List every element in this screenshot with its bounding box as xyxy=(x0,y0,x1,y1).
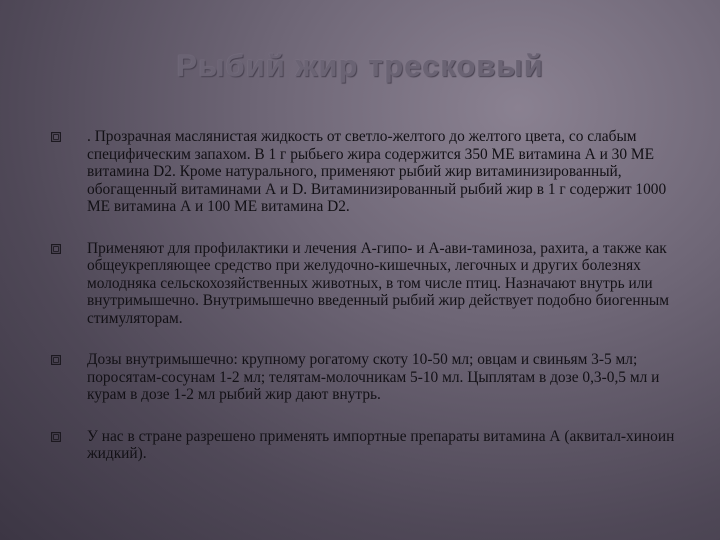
bullet-item xyxy=(50,240,690,328)
bullet-item xyxy=(50,351,690,404)
square-bullet-icon xyxy=(51,432,61,442)
bullet-text: У нас в стране разрешено применять импортные препараты витамина А (аквитал-хиноин жидкий). xyxy=(87,427,675,462)
square-bullet-icon xyxy=(51,132,61,142)
bullet-text: Применяют для профилактики и лечения А-гипо- и А-ави-таминоза, рахита, а также как общеукрепляющее средство при желудочно-кишечных, легочных и других болезнях молодняка сельскохозяйственных животных, в том числе птиц. Назначают внутрь или внутримышечно. Внутримышечно введенный рыбий жир действует подобно биогенным стимуляторам. xyxy=(87,239,669,327)
bullet-item xyxy=(50,428,690,463)
square-bullet-icon xyxy=(51,244,61,254)
bullet-list xyxy=(50,128,690,487)
bullet-text: Дозы внутримышечно: крупному рогатому скоту 10-50 мл; овцам и свиньям 3-5 мл; поросятам-сосунам 1-2 мл; телятам-молочникам 5-10 мл. Цыплятам в дозе 0,3-0,5 мл и курам в дозе 1-2 мл рыбий жир дают внутрь. xyxy=(87,351,660,403)
slide-title: Рыбий жир тресковый xyxy=(176,48,544,83)
square-bullet-icon xyxy=(51,355,61,365)
bullet-item xyxy=(50,128,690,216)
bullet-text: . Прозрачная маслянистая жидкость от светло-желтого до желтого цвета, со слабым специфическим запахом. В 1 г рыбьего жира содержится 350 МЕ витамина А и 30 МЕ витамина D2. Кроме натурального, применяют рыбий жир витаминизированный, обогащенный витаминами А и D. Витаминизированный рыбий жир в 1 г содержит 1000 МЕ витамина А и 100 МЕ витамина D2. xyxy=(87,128,667,215)
